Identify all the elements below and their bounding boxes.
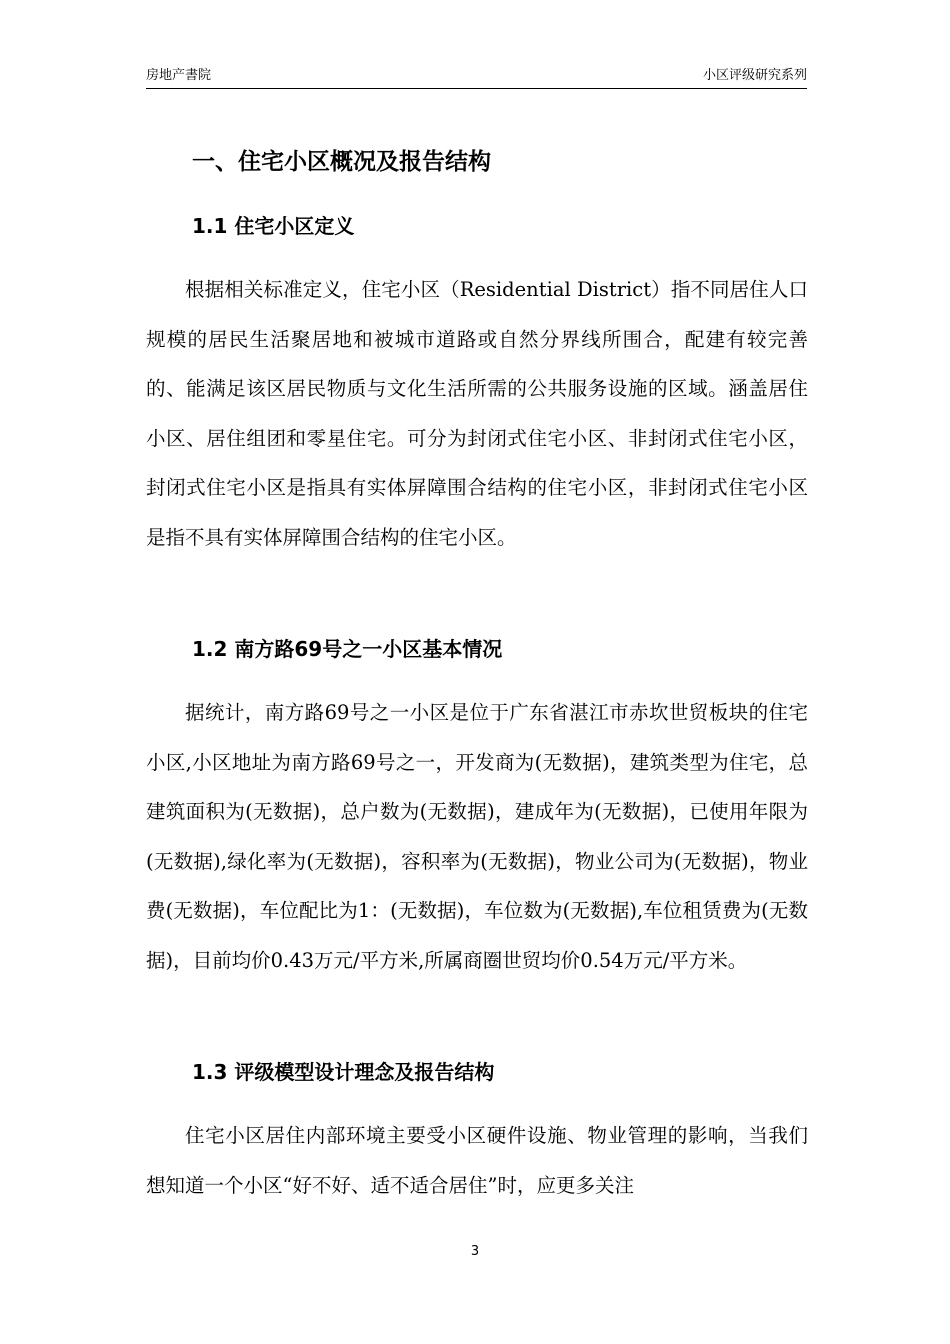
- page-number: 3: [470, 1244, 480, 1259]
- subsection-title-1-1: 1.1 住宅小区定义: [192, 214, 355, 238]
- header-series-title: 小区评级研究系列: [702, 68, 807, 83]
- subsection-title-1-3: 1.3 评级模型设计理念及报告结构: [192, 1060, 495, 1084]
- subsection-title-1-2: 1.2 南方路69号之一小区基本情况: [192, 637, 503, 661]
- section-title: 一、住宅小区概况及报告结构: [192, 149, 491, 175]
- paragraph-model-design: 住宅小区居住内部环境主要受小区硬件设施、物业管理的影响，当我们想知道一个小区“好不好、适不适合居住”时，应更多关注: [146, 1124, 808, 1197]
- paragraph-basic-info: 据统计，南方路69号之一小区是位于广东省湛江市赤坎世贸板块的住宅小区,小区地址为南方路69号之一，开发商为(无数据)，建筑类型为住宅，总建筑面积为(无数据)，总户数为(无数据)，建成年为(无数据)，已使用年限为(无数据),绿化率为(无数据)，容积率为(无数据)，物业公司为(无数据)，物业费(无数据)，车位配比为1：(无数据)，车位数为(无数据),车位租赁费为(无数据)，目前均价0.43万元/平方米,所属商圈世贸均价0.54万元/平方米。: [146, 701, 808, 972]
- paragraph-definition: 根据相关标准定义，住宅小区（Residential District）指不同居住人口规模的居民生活聚居地和被城市道路或自然分界线所围合，配建有较完善的、能满足该区居民物质与文化生活所需的公共服务设施的区域。涵盖居住小区、居住组团和零星住宅。可分为封闭式住宅小区、非封闭式住宅小区，封闭式住宅小区是指具有实体屏障围合结构的住宅小区，非封闭式住宅小区是指不具有实体屏障围合结构的住宅小区。: [146, 278, 808, 549]
- header-publisher: 房地产書院: [146, 68, 212, 83]
- page-header: [146, 66, 807, 89]
